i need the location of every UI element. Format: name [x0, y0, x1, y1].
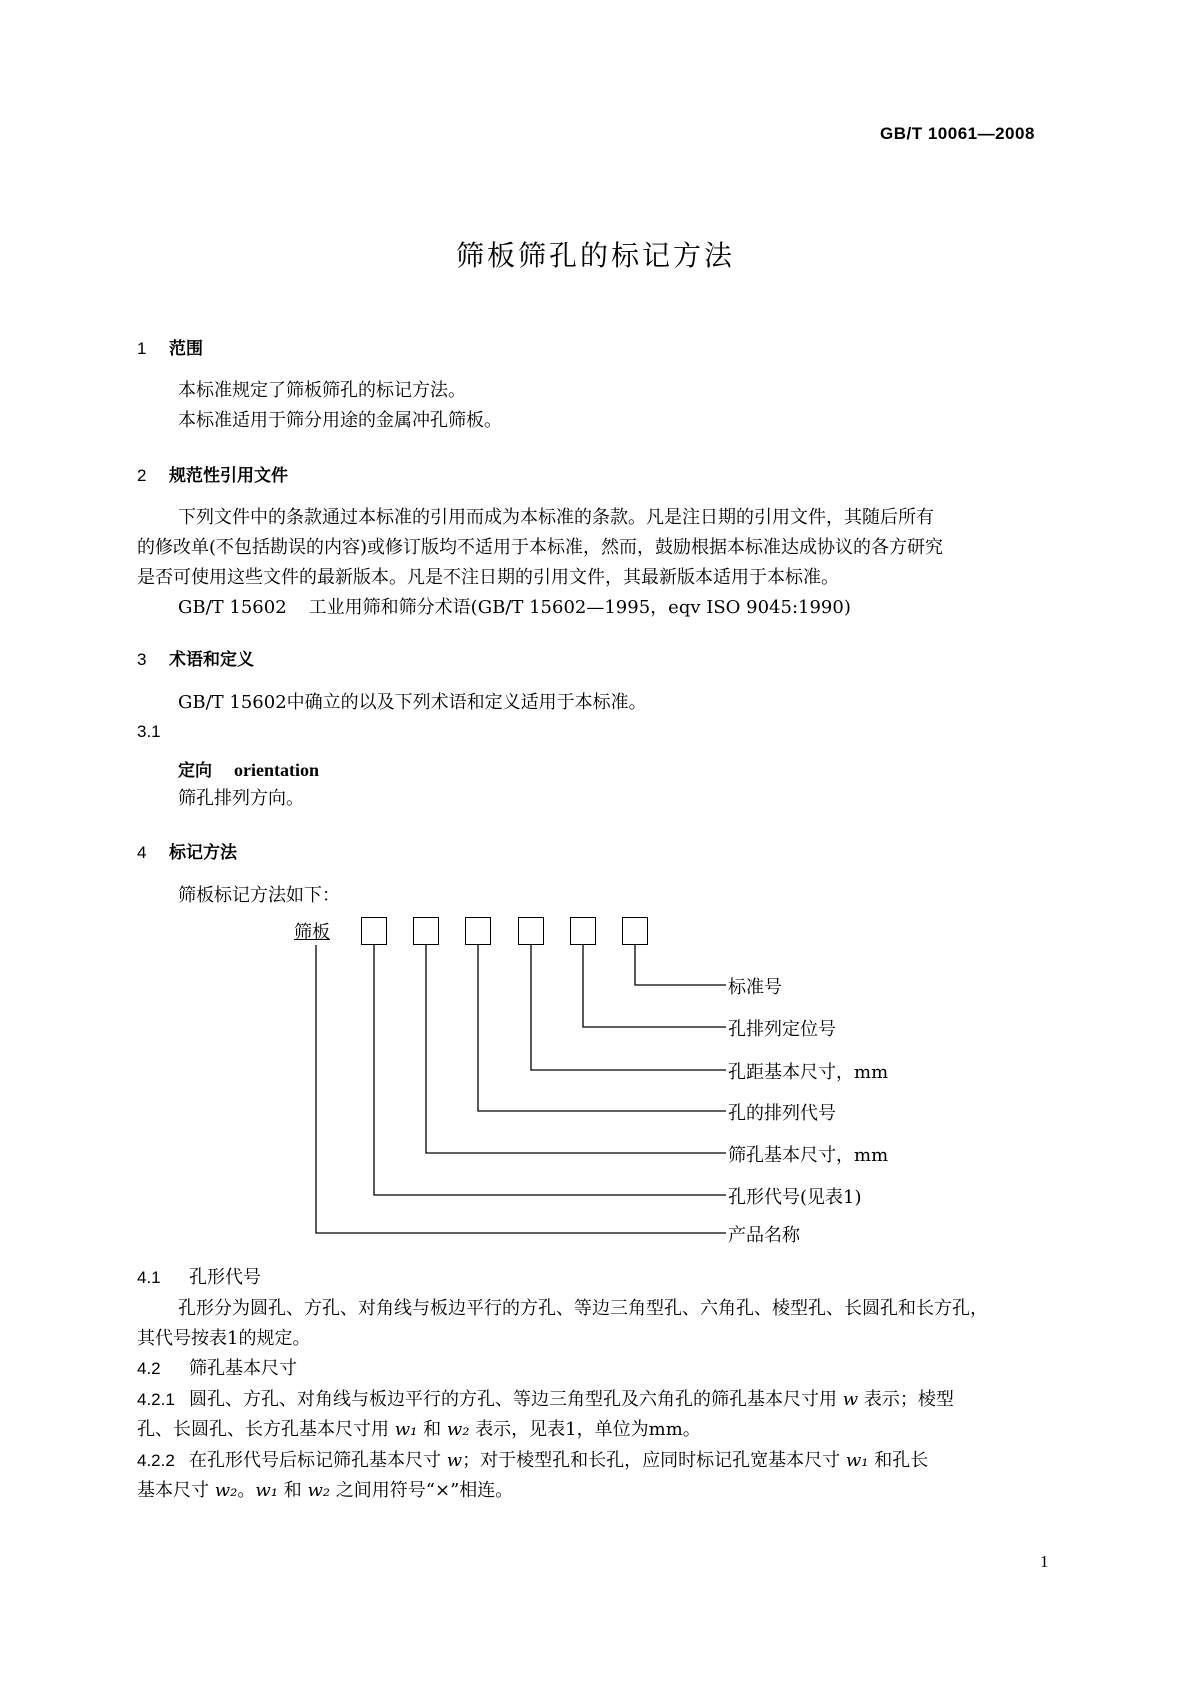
diagram-label-arrangement-code: 孔的排列代号	[728, 1103, 836, 1124]
clause-4-2-1-number: 4.2.1	[137, 1390, 175, 1409]
clause-4-2-1-text-e: 表示，见表1，单位为mm。	[475, 1419, 701, 1440]
diagram-label-shape-code: 孔形代号(见表1)	[728, 1187, 862, 1208]
subsection-4-2-title: 筛孔基本尺寸	[189, 1358, 297, 1379]
subsection-4-2-number: 4.2	[137, 1359, 161, 1378]
diagram-label-standard-number: 标准号	[728, 977, 782, 998]
section-2-title: 规范性引用文件	[169, 466, 288, 486]
diagram-label-product-name: 产品名称	[728, 1225, 800, 1246]
diagram-label-pitch-size: 孔距基本尺寸，mm	[728, 1062, 889, 1083]
section-3-number: 3	[137, 650, 147, 669]
section-1-title: 范围	[169, 339, 203, 359]
section-1-para-1: 本标准规定了筛板筛孔的标记方法。	[178, 380, 466, 401]
clause-4-2-1-text-c: 孔、长圆孔、长方孔基本尺寸用	[137, 1419, 389, 1440]
symbol-w2: w₂	[446, 1419, 470, 1440]
reference-title: 工业用筛和筛分术语(GB/T 15602—1995，eqv ISO 9045:1990)	[308, 597, 851, 618]
section-4-title: 标记方法	[169, 843, 237, 863]
section-3-title: 术语和定义	[169, 650, 254, 670]
term-definition: 筛孔排列方向。	[178, 788, 304, 809]
section-2-para-line-2: 的修改单(不包括勘误的内容)或修订版均不适用于本标准，然而，鼓励根据本标准达成协议的各方研究	[137, 537, 944, 558]
diagram-label-orientation-code: 孔排列定位号	[728, 1019, 836, 1040]
subsection-4-1-number: 4.1	[137, 1268, 161, 1287]
symbol-w2: w₂	[214, 1480, 238, 1501]
clause-4-2-1-text-a: 圆孔、方孔、对角线与板边平行的方孔、等边三角型孔及六角孔的筛孔基本尺寸用	[189, 1389, 837, 1410]
marking-intro: 筛板标记方法如下：	[178, 885, 340, 906]
subsection-4-1-line-1: 孔形分为圆孔、方孔、对角线与板边平行的方孔、等边三角型孔、六角孔、棱型孔、长圆孔和长方孔，	[178, 1298, 988, 1319]
subsection-4-2-heading	[137, 1355, 297, 1383]
clause-4-2-2-text-f: 和	[283, 1480, 302, 1501]
section-2-para-line-3: 是否可使用这些文件的最新版本。凡是不注日期的引用文件，其最新版本适用于本标准。	[137, 567, 839, 588]
clause-4-2-2-text-b: ；对于棱型孔和长孔，应同时标记孔宽基本尺寸	[462, 1450, 841, 1471]
clause-4-2-2-text-g: 之间用符号“×”相连。	[335, 1480, 514, 1501]
symbol-w: w	[842, 1389, 859, 1410]
symbol-w2: w₂	[307, 1480, 331, 1501]
page-number: 1	[1040, 1552, 1049, 1571]
symbol-w1: w₁	[255, 1480, 278, 1501]
document-title: 筛板筛孔的标记方法	[455, 239, 735, 272]
section-2-number: 2	[137, 466, 147, 485]
diagram-product-name: 筛板	[294, 922, 330, 943]
section-3-para: GB/T 15602中确立的以及下列术语和定义适用于本标准。	[178, 692, 647, 713]
term-chinese: 定向	[178, 761, 212, 781]
section-2-para-line-1: 下列文件中的条款通过本标准的引用而成为本标准的条款。凡是注日期的引用文件，其随后所有	[178, 507, 934, 528]
clause-4-2-1-text-b: 表示；棱型	[863, 1389, 954, 1410]
clause-4-2-2-text-d: 基本尺寸	[137, 1480, 209, 1501]
clause-4-2-2-text-c: 和孔长	[874, 1450, 929, 1471]
subsection-4-1-heading	[137, 1264, 261, 1292]
symbol-w: w	[446, 1450, 463, 1471]
subsection-3-1-number: 3.1	[137, 722, 161, 741]
subsection-4-1-line-2: 其代号按表1的规定。	[137, 1328, 311, 1349]
section-1-number: 1	[137, 339, 147, 358]
reference-code: GB/T 15602	[178, 597, 287, 618]
standard-number: GB/T 10061—2008	[880, 124, 1035, 143]
term-english: orientation	[234, 760, 319, 780]
clause-4-2-1-line-1	[137, 1386, 954, 1414]
clause-4-2-2-number: 4.2.2	[137, 1451, 175, 1470]
clause-4-2-2-text-a: 在孔形代号后标记筛孔基本尺寸	[189, 1450, 441, 1471]
diagram-label-hole-size: 筛孔基本尺寸，mm	[728, 1145, 889, 1166]
clause-4-2-2-line-1	[137, 1447, 928, 1475]
clause-4-2-1-text-d: 和	[423, 1419, 442, 1440]
clause-4-2-1-line-2	[137, 1416, 701, 1444]
symbol-w1: w₁	[394, 1419, 418, 1440]
clause-4-2-2-text-e: 。	[237, 1480, 256, 1501]
section-1-para-2: 本标准适用于筛分用途的金属冲孔筛板。	[178, 410, 502, 431]
section-4-number: 4	[137, 843, 147, 862]
subsection-4-1-title: 孔形代号	[189, 1267, 261, 1288]
clause-4-2-2-line-2	[137, 1477, 513, 1505]
symbol-w1: w₁	[845, 1450, 869, 1471]
